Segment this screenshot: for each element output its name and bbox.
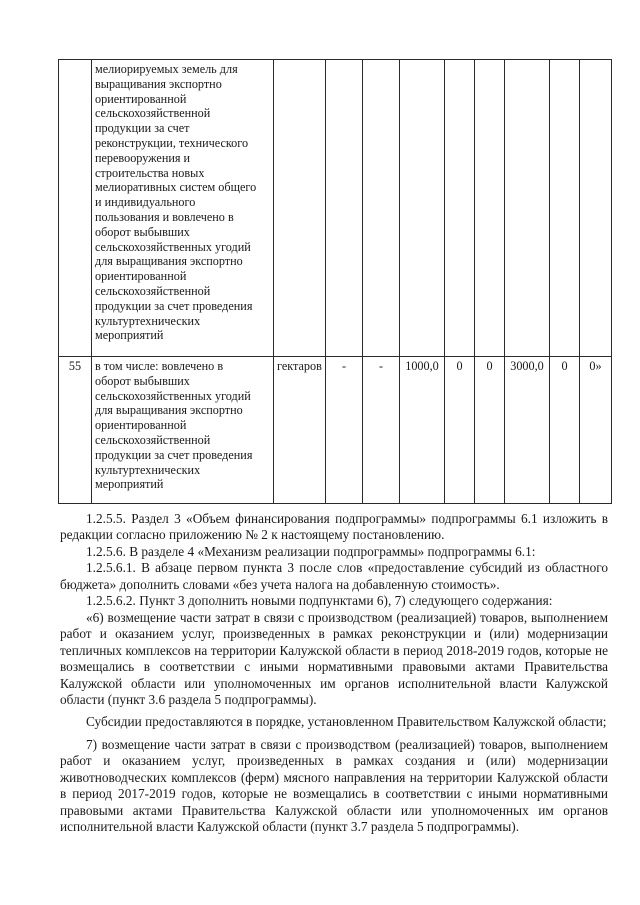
paragraph: Субсидии предоставляются в порядке, установленном Правительством Калужской области; bbox=[86, 714, 607, 730]
row-description: мелиорируемых земель для выращивания экспортно ориентированной сельскохозяйственной продукции за счет реконструкции, технического перевооружения и строительства новых мелиоративных систем общего и индивидуального пользования и вовлечено в оборот выбывших сельскохозяйственных угодий для выращивания экспортно ориентированной сельскохозяйственной продукции за счет проведения культуртехнических мероприятий bbox=[92, 60, 274, 357]
paragraph: «6) возмещение части затрат в связи с производством (реализацией) товаров, выполнением работ и оказанием услуг, произведенных в рамках реконструкции и (или) модернизации тепличных комплексов на территории Калужской области в период 2018-2019 годов, которые не возмещались в соответствии с иными нормативными правовыми актами Правительства Калужской области или уполномоченных им органов исполнительной власти Калужской области (пункт 3.6 раздела 5 подпрограммы). bbox=[60, 609, 608, 707]
row-value: 1000,0 bbox=[400, 357, 445, 504]
paragraph: 1.2.5.5. Раздел 3 «Объем финансирования подпрограммы» подпрограммы 6.1 изложить в редакции согласно приложению № 2 к настоящему постановлению. bbox=[60, 511, 608, 543]
row-value bbox=[326, 60, 363, 357]
row-value bbox=[550, 60, 580, 357]
row-unit: гектаров bbox=[274, 357, 326, 504]
row-number: 55 bbox=[59, 357, 92, 504]
row-value: - bbox=[363, 357, 400, 504]
row-value bbox=[445, 60, 475, 357]
row-value bbox=[363, 60, 400, 357]
table-row bbox=[59, 357, 612, 504]
row-value bbox=[400, 60, 445, 357]
row-number bbox=[59, 60, 92, 357]
row-value bbox=[505, 60, 550, 357]
row-value bbox=[475, 60, 505, 357]
row-value: 0 bbox=[550, 357, 580, 504]
row-description: в том числе: вовлечено в оборот выбывших сельскохозяйственных угодий для выращивания экспортно ориентированной сельскохозяйственной продукции за счет проведения культуртехнических мероприятий bbox=[92, 357, 274, 504]
row-value: - bbox=[326, 357, 363, 504]
indicators-table bbox=[58, 59, 612, 504]
paragraph: 1.2.5.6.2. Пункт 3 дополнить новыми подпунктами 6), 7) следующего содержания: bbox=[86, 593, 553, 609]
row-value: 3000,0 bbox=[505, 357, 550, 504]
row-value: 0 bbox=[475, 357, 505, 504]
table-row bbox=[59, 60, 612, 357]
paragraph: 1.2.5.6. В разделе 4 «Механизм реализации подпрограммы» подпрограммы 6.1: bbox=[86, 543, 536, 559]
paragraph: 1.2.5.6.1. В абзаце первом пункта 3 после слов «предоставление субсидий из областного бюджета» дополнить словами «без учета налога на добавленную стоимость». bbox=[60, 560, 608, 592]
row-unit bbox=[274, 60, 326, 357]
document-body bbox=[60, 511, 608, 836]
paragraph: 7) возмещение части затрат в связи с производством (реализацией) товаров, выполнением работ и оказанием услуг, произведенных в рамках создания и (или) модернизации животноводческих комплексов (ферм) мясного направления на территории Калужской области в период 2017-2019 годов, которые не возмещались в соответствии с иными нормативными правовыми актами Правительства Калужской области или уполномоченных им органов исполнительной власти Калужской области (пункт 3.7 раздела 5 подпрограммы). bbox=[60, 736, 608, 835]
row-value: 0 bbox=[445, 357, 475, 504]
row-value bbox=[580, 60, 612, 357]
row-value: 0» bbox=[580, 357, 612, 504]
